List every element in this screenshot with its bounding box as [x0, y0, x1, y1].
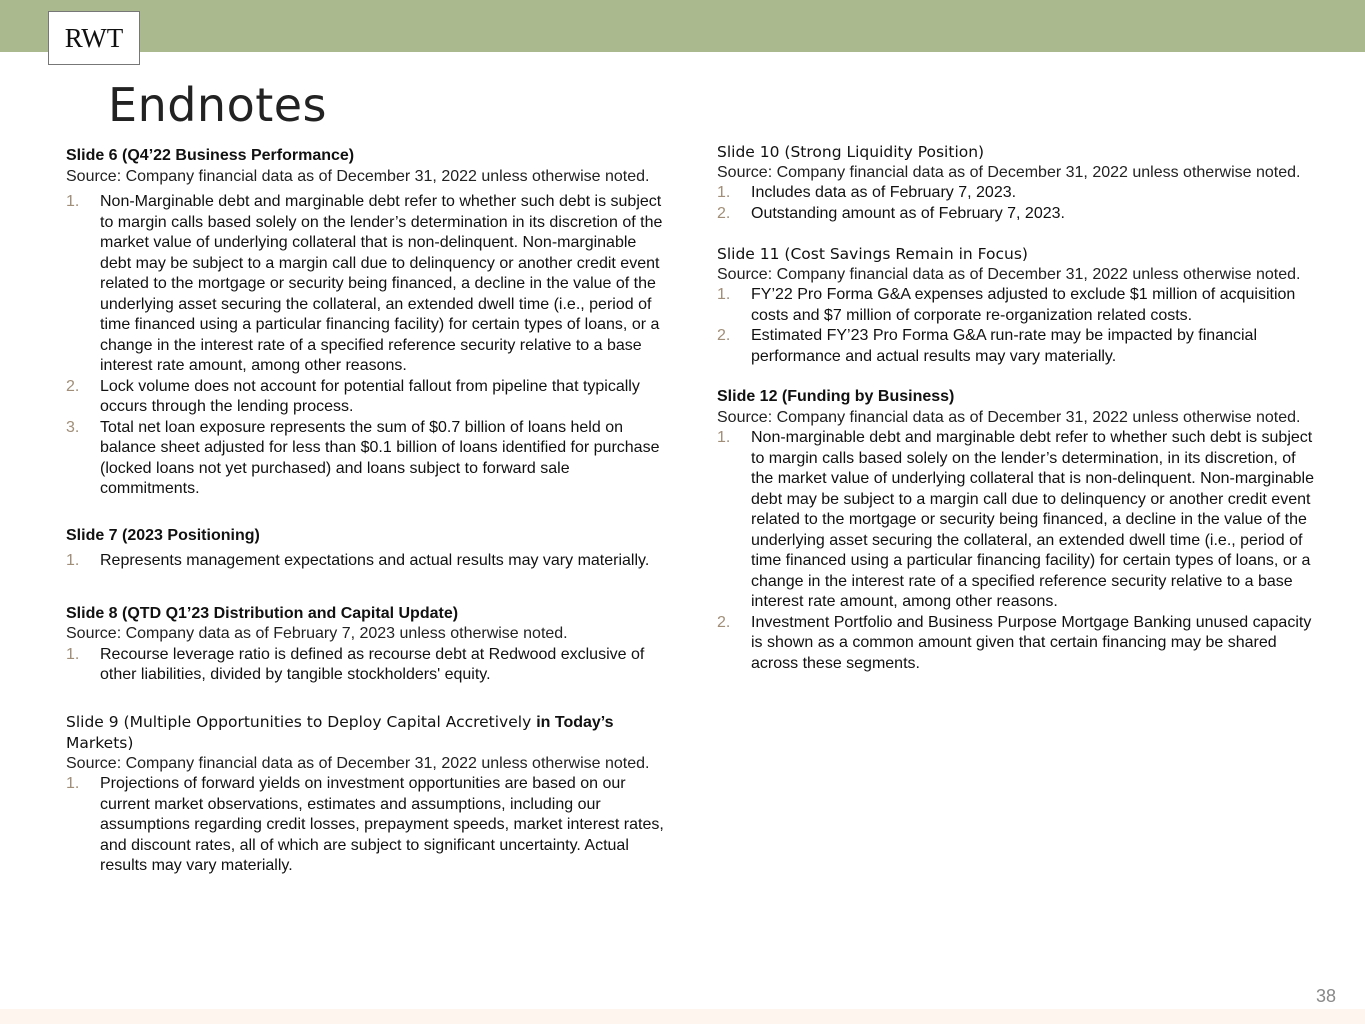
- endnote-text: Investment Portfolio and Business Purpose Mortgage Banking unused capacity is shown as a common amount given that certain financing may be shared across these segments.: [751, 613, 1312, 672]
- section-title: [66, 712, 666, 754]
- endnote-number: 1.: [66, 552, 80, 569]
- rwt-logo: RWT: [48, 11, 140, 65]
- endnote-text: Lock volume does not account for potential fallout from pipeline that typically occurs through the lending process.: [100, 377, 640, 415]
- header-bar: [0, 0, 1365, 52]
- endnote-list: [66, 774, 666, 877]
- page-number: 38: [1316, 986, 1337, 1006]
- right-column: [717, 142, 1317, 674]
- endnote-list: [66, 645, 666, 686]
- endnote-item: [717, 428, 1317, 613]
- endnote-text: Non-Marginable debt and marginable debt refer to whether such debt is subject to margin calls based solely on the lender’s determination in its discretion of the market value of underlying collateral that is non-delinquent. Non-marginable debt may be subject to a margin call due to delinquency or another credit event related to the mortgage or security being financed, a decline in the value of the underlying asset securing the collateral, an extended dwell time (i.e., period of time financed using a particular financing facility) for certain types of loans, or a change in the interest rate of a specified reference security relative to a base interest rate amount, among other reasons.: [100, 193, 663, 374]
- endnote-item: [66, 551, 666, 572]
- endnote-text: Includes data as of February 7, 2023.: [751, 184, 1017, 201]
- endnote-list: [717, 285, 1317, 367]
- section-title: Slide 12 (Funding by Business): [717, 388, 955, 405]
- section-title: Slide 10 (Strong Liquidity Position): [717, 143, 985, 161]
- endnote-number: 1.: [717, 184, 731, 201]
- endnote-text: Projections of forward yields on investment opportunities are based on our current market observations, estimates and assumptions, including our assumptions regarding credit losses, prepayment speeds, market interest rates, and discount rates, all of which are subject to significant uncertainty. Actual results may vary materially.: [100, 775, 664, 874]
- endnote-number: 2.: [717, 204, 731, 222]
- endnote-list: [66, 551, 666, 572]
- endnote-item: [717, 326, 1317, 367]
- section-title: Slide 7 (2023 Positioning): [66, 526, 260, 544]
- section-title: Slide 8 (QTD Q1’23 Distribution and Capital Update): [66, 604, 459, 622]
- endnote-text: Non-marginable debt and marginable debt refer to whether such debt is subject to margin calls based solely on the lender’s determination, in its discretion, of the market value of underlying collateral that is non-delinquent. Non-marginable debt may be subject to a margin call due to delinquency or another credit event related to the mortgage or security being financed, a decline in the value of the underlying asset securing the collateral, an extended dwell time (i.e., period of time financed using a particular financing facility) for certain types of loans, or a change in the interest rate of a specified reference security relative to a base interest rate amount, among other reasons.: [751, 429, 1314, 610]
- section-source: Source: Company financial data as of December 31, 2022 unless otherwise noted.: [717, 265, 1301, 283]
- endnote-text: Total net loan exposure represents the sum of $0.7 billion of loans held on balance sheet adjusted for less than $0.1 billion of loans identified for purchase (locked loans not yet purchased) and loans subject to forward sale commitments.: [100, 418, 660, 497]
- endnote-number: 2.: [66, 377, 80, 395]
- endnote-item: [717, 204, 1317, 225]
- endnote-list: [66, 192, 666, 500]
- endnote-item: [66, 377, 666, 418]
- endnote-item: [717, 613, 1317, 675]
- endnote-text: Outstanding amount as of February 7, 2023.: [751, 204, 1065, 222]
- endnote-text: Recourse leverage ratio is defined as recourse debt at Redwood exclusive of other liabilities, divided by tangible stockholders' equity.: [100, 645, 645, 683]
- endnote-list: [717, 183, 1317, 224]
- endnote-number: 1.: [717, 286, 731, 303]
- footer-bar: [0, 1009, 1365, 1024]
- endnote-text: FY’22 Pro Forma G&A expenses adjusted to exclude $1 million of acquisition costs and $7 million of corporate re-organization related costs.: [751, 286, 1296, 324]
- endnote-number: 1.: [717, 429, 731, 446]
- endnote-item: [66, 774, 666, 877]
- endnote-number: 2.: [717, 327, 731, 344]
- section-title-bold: in Today’s: [536, 713, 614, 731]
- endnote-item: [717, 183, 1317, 204]
- section-source: Source: Company data as of February 7, 2023 unless otherwise noted.: [66, 625, 568, 642]
- endnote-list: [717, 428, 1317, 674]
- endnote-number: 3.: [66, 418, 80, 436]
- section-title-part: Slide 9 (Multiple Opportunities to Deploy Capital Accretively: [66, 712, 537, 731]
- endnote-item: [66, 192, 666, 377]
- section-source: Source: Company financial data as of December 31, 2022 unless otherwise noted.: [66, 754, 650, 772]
- endnote-item: [66, 418, 666, 500]
- section-source: Source: Company financial data as of December 31, 2022 unless otherwise noted.: [717, 163, 1301, 181]
- endnote-number: 1.: [66, 193, 80, 210]
- endnote-text: Represents management expectations and actual results may vary materially.: [100, 552, 650, 569]
- endnote-item: [717, 285, 1317, 326]
- section-title: Slide 6 (Q4’22 Business Performance): [66, 147, 355, 164]
- section-source: Source: Company financial data as of December 31, 2022 unless otherwise noted.: [66, 167, 650, 185]
- section-source: Source: Company financial data as of December 31, 2022 unless otherwise noted.: [717, 408, 1301, 426]
- endnote-text: Estimated FY’23 Pro Forma G&A run-rate may be impacted by financial performance and actual results may vary materially.: [751, 327, 1257, 365]
- section-title-part: Markets): [66, 734, 134, 752]
- page-title: Endnotes: [108, 78, 328, 132]
- left-column: [66, 146, 666, 877]
- endnote-number: 1.: [66, 645, 80, 663]
- section-title: Slide 11 (Cost Savings Remain in Focus): [717, 245, 1028, 263]
- endnote-number: 2.: [717, 613, 731, 631]
- endnote-item: [66, 645, 666, 686]
- endnote-number: 1.: [66, 775, 80, 792]
